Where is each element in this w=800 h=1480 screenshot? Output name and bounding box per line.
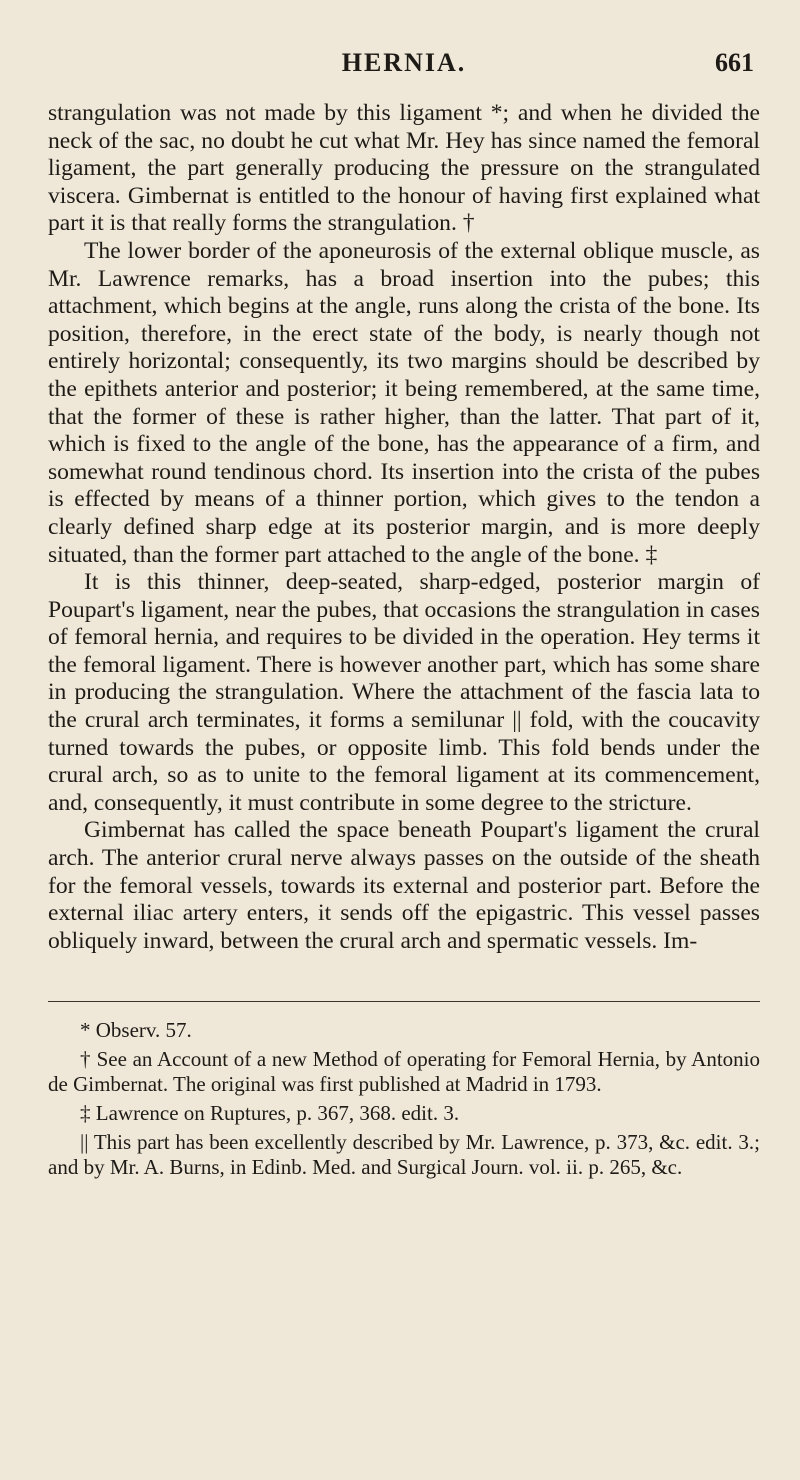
running-head [48, 48, 760, 88]
running-title: HERNIA. [341, 48, 467, 77]
footnote-3: ‡ Lawrence on Ruptures, p. 367, 368. edit. 3. [80, 1101, 460, 1126]
paragraph-3: It is this thinner, deep-seated, sharp-edged, posterior margin of Poupart's ligament, near the pubes, that occasions the strangulation in cases of femoral hernia, and requires to be divided in the operation. Hey terms it the femoral ligament. There is however another part, which has some share in producing the strangulation. Where the attachment of the fascia lata to the crural arch terminates, it forms a semilunar || fold, with the coucavity turned towards the pubes, or opposite limb. This fold bends under the crural arch, so as to unite to the femoral ligament at its commencement, and, consequently, it must contribute in some degree to the stricture. [48, 569, 760, 816]
footnote-divider [48, 1001, 760, 1002]
paragraph-2: The lower border of the aponeurosis of the external oblique muscle, as Mr. Lawrence remarks, has a broad insertion into the pubes; this attachment, which begins at the angle, runs along the crista of the bone. Its position, therefore, in the erect state of the body, is nearly though not entirely horizontal; consequently, its two margins should be described by the epithets anterior and posterior; it being remembered, at the same time, that the former of these is rather higher, than the latter. That part of it, which is fixed to the angle of the bone, has the appearance of a firm, and somewhat round tendinous chord. Its insertion into the crista of the pubes is effected by means of a thinner portion, which gives to the tendon a clearly defined sharp edge at its posterior margin, and is more deeply situated, than the former part attached to the angle of the bone. ‡ [48, 237, 760, 568]
page-number: 661 [715, 48, 754, 77]
footnotes [48, 1018, 760, 1180]
body-text [48, 100, 760, 955]
footnote-1: * Observ. 57. [80, 1018, 192, 1043]
paragraph-4: Gimbernat has called the space beneath Poupart's ligament the crural arch. The anterior crural nerve always passes on the outside of the sheath for the femoral vessels, towards its external and posterior part. Before the external iliac artery enters, it sends off the epigastric. This vessel passes obliquely inward, between the crural arch and spermatic vessels. Im- [48, 817, 760, 954]
footnote-2: † See an Account of a new Method of operating for Femoral Hernia, by Antonio de Gimbernat. The original was first published at Madrid in 1793. [48, 1047, 760, 1097]
footnote-4: || This part has been excellently described by Mr. Lawrence, p. 373, &c. edit. 3.; and by Mr. A. Burns, in Edinb. Med. and Surgical Journ. vol. ii. p. 265, &c. [48, 1130, 760, 1180]
paragraph-1: strangulation was not made by this ligament *; and when he divided the neck of the sac, no doubt he cut what Mr. Hey has since named the femoral ligament, the part generally producing the pressure on the strangulated viscera. Gimbernat is entitled to the honour of having first explained what part it is that really forms the strangulation. † [48, 100, 760, 237]
